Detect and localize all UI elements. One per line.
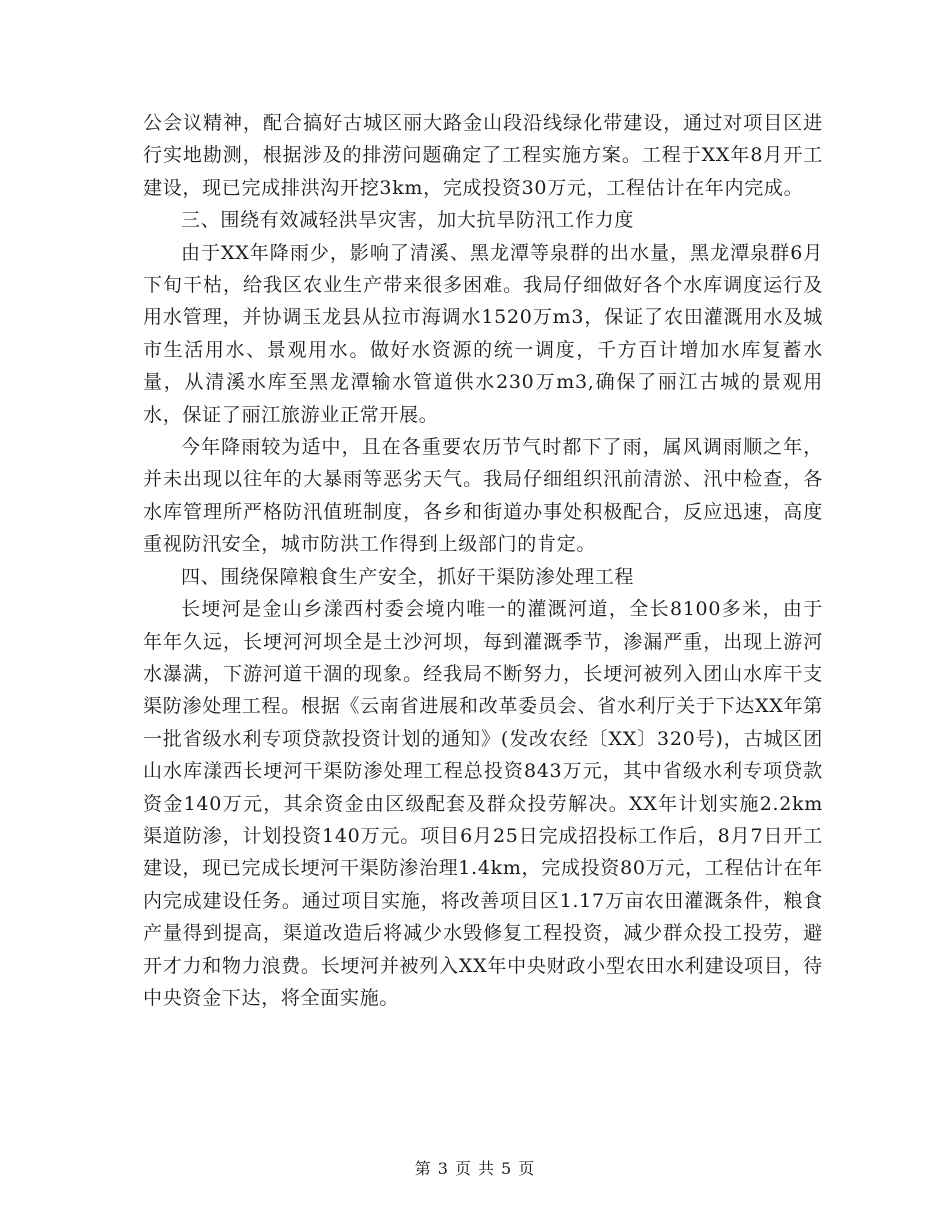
footer-page-number: 3 [437, 1159, 449, 1178]
section-heading-flood-drought: 三、围绕有效减轻洪旱灾害，加大抗旱防汛工作力度 [181, 209, 635, 232]
paragraph-drought-response: 由于XX年降雨少，影响了清溪、黑龙潭等泉群的出水量，黑龙潭泉群6月下旬干枯，给我区农业生产带来很多困难。我局仔细做好各个水库调度运行及用水管理，并协调玉龙县从拉市海调水1520万m3，保证了农田灌溉用水及城市生活用水、景观用水。做好水资源的统一调度，千方百计增加水库复蓄水量，从清溪水库至黑龙潭输水管道供水230万m3,确保了丽江古城的景观用水，保证了丽江旅游业正常开展。 [143, 241, 823, 426]
footer-total-pages: 5 [501, 1159, 513, 1178]
footer-suffix: 页 [518, 1159, 536, 1178]
paragraph-project-continuation: 公会议精神，配合搞好古城区丽大路金山段沿线绿化带建设，通过对项目区进行实地勘测，根据涉及的排涝问题确定了工程实施方案。工程于XX年8月开工建设，现已完成排洪沟开挖3km，完成投资30万元，工程估计在年内完成。 [143, 112, 823, 199]
paragraph-flood-prevention: 今年降雨较为适中，且在各重要农历节气时都下了雨，属风调雨顺之年，并未出现以往年的大暴雨等恶劣天气。我局仔细组织汛前清淤、汛中检查，各水库管理所严格防汛值班制度，各乡和街道办事处积极配合，反应迅速，高度重视防汛安全，城市防洪工作得到上级部门的肯定。 [143, 436, 823, 556]
paragraph-canal-seepage-project: 长埂河是金山乡漾西村委会境内唯一的灌溉河道，全长8100多米，由于年年久远，长埂河河坝全是土沙河坝，每到灌溉季节，渗漏严重，出现上游河水瀑满，下游河道干涸的现象。经我局不断努力，长埂河被列入团山水库干支渠防渗处理工程。根据《云南省进展和改革委员会、省水利厅关于下达XX年第一批省级水利专项贷款投资计划的通知》(发改农经〔XX〕320号)，古城区团山水库漾西长埂河干渠防渗处理工程总投资843万元，其中省级水利专项贷款资金140万元，其余资金由区级配套及群众投劳解决。XX年计划实施2.2km渠道防渗，计划投资140万元。项目6月25日完成招投标工作后，8月7日开工建设，现已完成长埂河干渠防渗治理1.4km，完成投资80万元，工程估计在年内完成建设任务。通过项目实施，将改善项目区1.17万亩农田灌溉条件，粮食产量得到提高，渠道改造后将减少水毁修复工程投资，减少群众投工投劳，避开才力和物力浪费。长埂河并被列入XX年中央财政小型农田水利建设项目，待中央资金下达，将全面实施。 [143, 598, 823, 1009]
footer-middle: 页 共 [454, 1159, 496, 1178]
page-footer [0, 1156, 950, 1179]
section-heading-grain-security: 四、围绕保障粮食生产安全，抓好干渠防渗处理工程 [181, 565, 635, 588]
document-body [143, 107, 823, 1014]
footer-prefix: 第 [414, 1159, 432, 1178]
